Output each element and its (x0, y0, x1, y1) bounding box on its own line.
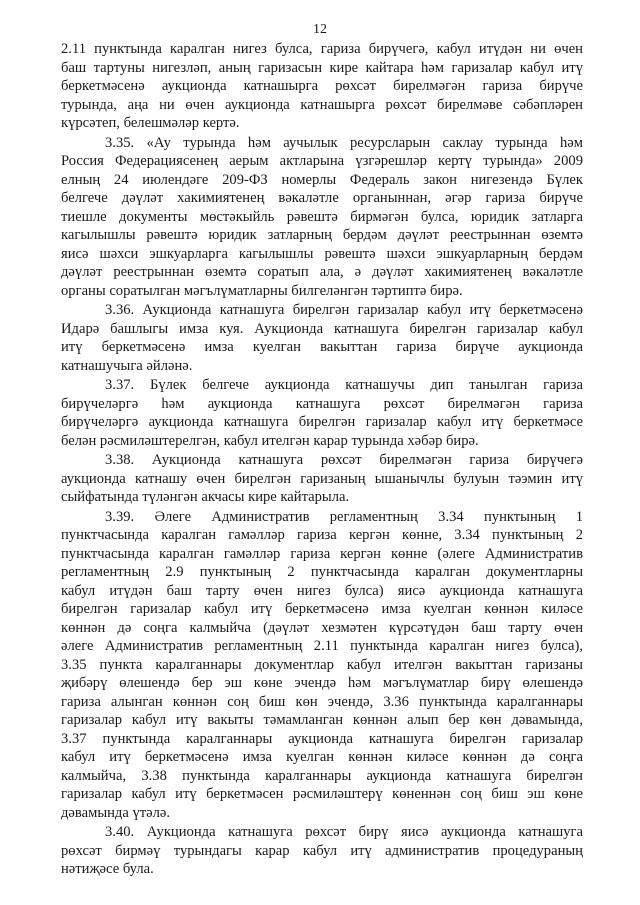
text-line: 3.37. Бүлек белгече аукционда катнашучы дип танылган гариза (105, 377, 583, 393)
text-line: бирүчеләргә аукционда катнашуга бирелгән гаризалар кабул итү беркетмәсе (61, 414, 583, 430)
text-line: кагылышлы рәвештә юридик затларның бердәм дәүләт реестрыннан өземтә (61, 227, 583, 243)
text-line: Россия Федерациясенең аерым актларына үзгәрешләр кертү турында» 2009 (61, 153, 583, 169)
page-number: 12 (313, 22, 327, 37)
text-line: белән рәсмиләштерелгән, кабул ителгән карар турында хәбәр бирә. (61, 432, 479, 449)
text-line: кабул итү беркетмәсенә имза куелган көннән киләсе көннән дә соңга (61, 749, 583, 765)
paragraph (61, 508, 583, 823)
text-line: аукционда катнашу өчен бирелгән гаризаның ышанычлы булуын тәэмин итү (61, 470, 583, 487)
text-line: дәвамында үтәлә. (61, 804, 171, 821)
text-line: сыйфатында түләнгән акчасы кире кайтарыла. (61, 489, 350, 505)
text-line: күрсәтеп, белешмәләр кертә. (61, 115, 240, 131)
text-line: пунктчасында каралган гамәлләр гариза кергән көнне (әлеге Административ (61, 545, 583, 562)
text-line: беркетмәсенә аукционда катнашырга рөхсәт бирелмәгән гариза бирүче (61, 78, 583, 94)
text-line: баш тартуны нигезләп, аның гаризасын кире кайтара һәм гаризалар кабул итү (61, 59, 583, 76)
text-line: 3.35. «Ау турында һәм аучылык ресурсларын саклау турында һәм (105, 134, 583, 151)
text-line: органы соратылган мәгълүматларны билгеләнгән тәртиптә бирә. (61, 282, 463, 299)
text-line: 3.37 пунктында каралганнары аукционда катнашуга бирелгән гаризалар (61, 730, 583, 747)
text-line: кабул итүдән баш тарту өчен нигез булса) яисә аукционда катнашуга (61, 582, 583, 599)
text-line: бирүчеләргә һәм аукционда катнашуга рөхсәт бирелмәгән гариза (61, 395, 583, 412)
text-line: Идарә башлыгы имза куя. Аукционда катнашуга бирелгән гаризалар кабул (61, 320, 583, 337)
text-line: нәтиҗәсе була. (61, 861, 154, 877)
text-line: яисә шәхси эшкуарларга кагылышлы рәвештә шәхси эшкуарларның бердәм (61, 245, 583, 262)
text-line: пунктчасында каралган гамәлләр гариза кергән көнне, 3.34 пунктының 2 (61, 527, 583, 543)
text-line: 3.39. Әлеге Административ регламентның 3.34 пунктының 1 (105, 508, 583, 525)
text-line: 2.11 пунктында каралган нигез булса, гариза бирүчегә, кабул итүдән ни өчен (61, 41, 583, 57)
text-line: гаризалар кабул итү вакыты тәмамланган көннән алып бер көн дәвамында, (61, 712, 583, 728)
text-line: тиешле документы мөстәкыйль рәвештә бирмәгән булса, юридик затларга (61, 208, 583, 225)
text-line: әлеге Административ регламентның 2.11 пунктында каралган нигез булса), (61, 638, 583, 654)
text-line: катнашучыга әйләнә. (61, 357, 193, 374)
paragraph (61, 823, 583, 879)
text-line: турында, аңа ни өчен аукционда катнашырга рөхсәт бирелмәве сәбәпләрен (61, 96, 583, 113)
text-line: бирелгән гаризалар кабул итү беркетмәсенә имза куелган көннән киләсе (61, 601, 583, 617)
text-line: регламентның 2.9 пунктының 2 пунктчасында каралган документларны (61, 564, 583, 580)
text-line: белгече дәүләт хакимиятенең вәкаләтле органыннан, әгәр гариза бирүче (61, 190, 583, 206)
text-line: 3.40. Аукционда катнашуга рөхсәт бирү яисә аукционда катнашуга (105, 824, 583, 840)
text-line: җибәрү өлешендә бер эш көне эчендә һәм мәгълүматлар бирү өлешендә (61, 675, 583, 691)
text-line: гариза алынган көннән соң биш көн эчендә, 3.36 пунктында каралганнары (61, 693, 583, 710)
text-line: 3.36. Аукционда катнашуга бирелгән гаризалар кабул итү беркетмәсенә (105, 302, 583, 318)
paragraph (61, 376, 583, 450)
text-line: гаризалар кабул итү беркетмәсен рәсмиләштерү көненнән соң биш эш көне (61, 786, 583, 802)
text-line: калмыйча, 3.38 пунктында каралганнары аукционда катнашуга бирелгән (61, 767, 583, 784)
document-body (61, 40, 583, 880)
paragraph (61, 40, 583, 133)
text-line: 3.38. Аукционда катнашуга рөхсәт бирелмәгән гариза бирүчегә (105, 452, 583, 468)
text-line: рөхсәт бирмәү турындагы карар кабул итү административ процедураның (61, 842, 583, 859)
text-line: 3.35 пункта каралганнары документлар кабул ителгән вакыттан гаризаны (61, 656, 583, 673)
text-line: көннән дә соңга калмыйча (дәүләт хезмәтен күрсәтүдән баш тарту өчен (61, 619, 583, 636)
paragraph (61, 451, 583, 507)
text-line: дәүләт реестрыннан өземтә соратып ала, ә дәүләт хакимиятенең вәкаләтле (61, 264, 583, 280)
paragraph (61, 301, 583, 375)
paragraph (61, 134, 583, 301)
text-line: елның 24 июлендәге 209-ФЗ номерлы Федераль закон нигезендә Бүлек (61, 171, 583, 188)
text-line: итү беркетмәсенә имза куелган вакыттан гариза бирүче аукционда (61, 339, 583, 355)
